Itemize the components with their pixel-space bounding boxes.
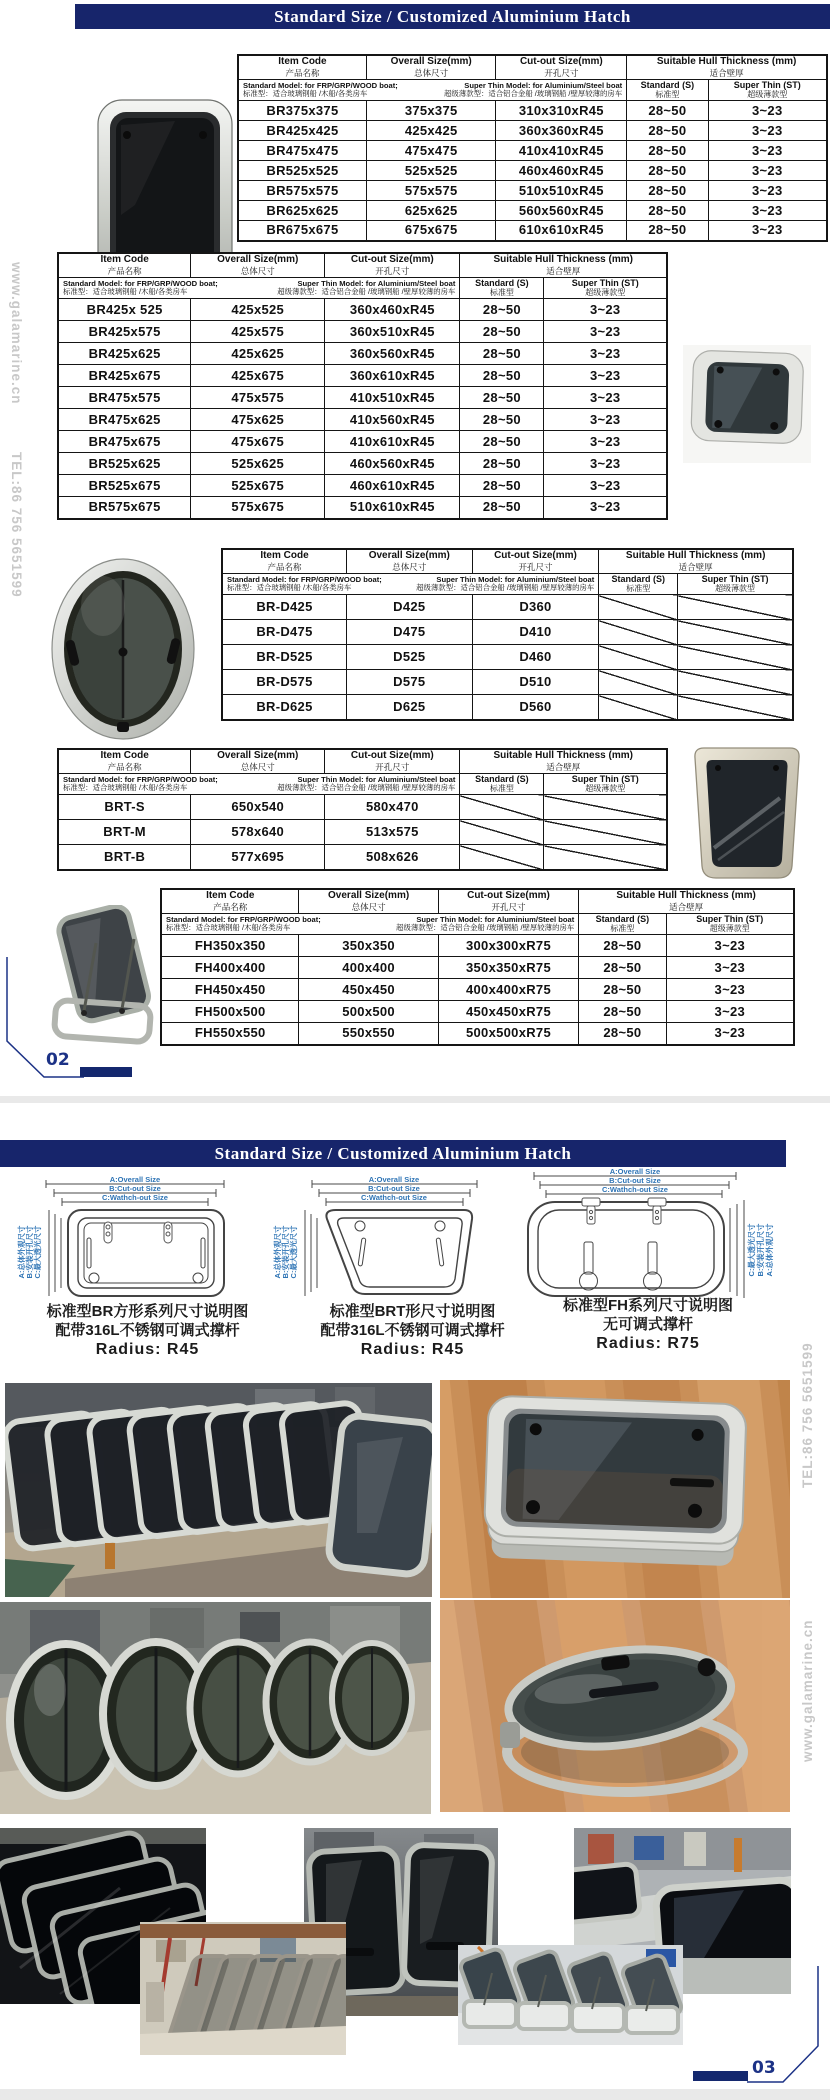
not-applicable-cell [599, 620, 678, 645]
spec-row [161, 979, 794, 1001]
spec-table [221, 548, 794, 721]
spec-cell: BR625x625 [238, 201, 366, 221]
col-standard: Standard (S) 标准型 [579, 914, 666, 935]
spec-note-row [58, 774, 667, 795]
caption-line1: 标准型BRT形尺寸说明图 [329, 1303, 496, 1320]
spec-cell: D575 [346, 670, 472, 695]
spec-cell: 550x550 [299, 1023, 438, 1045]
model-note: Standard Model: for FRP/GRP/WOOD boat; Super Thin Model: for Aluminium/Steel boat 标准型：适合玻璃钢船 /木船/各类房车 超级薄款型：适合铝合金船 /玻璃钢船 /壁厚较薄的房车 [238, 80, 627, 101]
spec-cell: D560 [472, 695, 599, 720]
spec-cell: BRT-S [58, 795, 191, 820]
spec-row [161, 935, 794, 957]
spec-cell: 28~50 [460, 431, 544, 453]
spec-cell: D625 [346, 695, 472, 720]
spec-cell: 3~23 [708, 201, 827, 221]
spec-cell: 28~50 [579, 957, 666, 979]
diagram-brt [272, 1176, 482, 1298]
dim-label-cutout: B:Cut-out Size [609, 1176, 661, 1185]
spec-cell: BR475x625 [58, 409, 191, 431]
spec-cell: FH400x400 [161, 957, 299, 979]
table-fh-series [160, 888, 795, 1046]
spec-cell: 360x510xR45 [325, 321, 460, 343]
spec-cell: 28~50 [460, 497, 544, 519]
caption-line2: 配带316L不锈钢可调式撑杆 [55, 1322, 240, 1339]
spec-note-row [161, 914, 794, 935]
photo-factory-square-frames [5, 1383, 432, 1597]
spec-row [58, 497, 667, 519]
spec-cell: 510x510xR45 [496, 181, 627, 201]
spec-cell: BR425x675 [58, 365, 191, 387]
dim-label-cutout-cn: B:安装开孔尺寸 [25, 1225, 34, 1279]
spec-cell: 350x350xR75 [438, 957, 579, 979]
dim-label-watch: C:Wathch-out Size [361, 1193, 427, 1202]
page1-title-bar [75, 4, 830, 29]
dim-label-watch-cn: C:最大透光尺寸 [289, 1225, 298, 1279]
watermark-tel-left: TEL:86 756 5651599 [9, 452, 24, 598]
spec-cell: 28~50 [627, 121, 708, 141]
spec-cell: 3~23 [544, 343, 667, 365]
col-overall-size: Overall Size(mm) 总体尺寸 [191, 253, 325, 278]
spec-cell: BR575x675 [58, 497, 191, 519]
watermark-tel-right: TEL:86 756 5651599 [800, 1342, 815, 1488]
spec-cell: 3~23 [708, 141, 827, 161]
col-super-thin: Super Thin (ST) 超级薄款型 [544, 278, 667, 299]
spec-cell: 460x460xR45 [496, 161, 627, 181]
spec-cell: 425x425 [366, 121, 496, 141]
spec-cell: 425x525 [191, 299, 325, 321]
spec-cell: 513x575 [325, 820, 460, 845]
spec-header-row [58, 253, 667, 278]
col-super-thin: Super Thin (ST) 超级薄款型 [708, 80, 827, 101]
spec-cell: 310x310xR45 [496, 101, 627, 121]
spec-cell: 475x625 [191, 409, 325, 431]
photo-open-round-hatch-on-wood [440, 1600, 790, 1812]
dim-label-watch-cn: C:最大透光尺寸 [747, 1223, 756, 1277]
col-standard: Standard (S) 标准型 [627, 80, 708, 101]
col-item-code: Item Code 产品名称 [58, 749, 191, 774]
spec-cell: 3~23 [544, 431, 667, 453]
spec-cell: 3~23 [708, 221, 827, 241]
col-item-code: Item Code 产品名称 [222, 549, 346, 574]
model-note: Standard Model: for FRP/GRP/WOOD boat; Super Thin Model: for Aluminium/Steel boat 标准型：适合玻璃钢船 /木船/各类房车 超级薄款型：适合铝合金船 /玻璃钢船 /壁厚较薄的房车 [58, 278, 460, 299]
spec-row [58, 820, 667, 845]
spec-cell: 28~50 [627, 161, 708, 181]
spec-cell: 400x400xR75 [438, 979, 579, 1001]
spec-table [160, 888, 795, 1046]
spec-table [57, 252, 668, 520]
spec-cell: 610x610xR45 [496, 221, 627, 241]
spec-cell: 525x525 [366, 161, 496, 181]
spec-cell: 3~23 [666, 935, 794, 957]
spec-cell: BR375x375 [238, 101, 366, 121]
page2-title-bar [0, 1140, 786, 1167]
spec-row [58, 365, 667, 387]
spec-row [58, 845, 667, 870]
spec-cell: 28~50 [627, 201, 708, 221]
spec-cell: 3~23 [544, 387, 667, 409]
spec-cell: 410x610xR45 [325, 431, 460, 453]
spec-cell: BR-D475 [222, 620, 346, 645]
spec-cell: BRT-B [58, 845, 191, 870]
caption-br-square [30, 1302, 265, 1359]
spec-row [58, 343, 667, 365]
spec-cell: 28~50 [460, 299, 544, 321]
spec-cell: D425 [346, 595, 472, 620]
spec-row [238, 181, 827, 201]
table-br-square-series [237, 54, 828, 242]
col-item-code: Item Code 产品名称 [238, 55, 366, 80]
spec-note-row [58, 278, 667, 299]
spec-cell: 425x575 [191, 321, 325, 343]
spec-cell: 28~50 [579, 1001, 666, 1023]
spec-cell: 475x675 [191, 431, 325, 453]
page1-number-bar [80, 1067, 132, 1077]
spec-cell: 28~50 [460, 409, 544, 431]
col-cutout-size: Cut-out Size(mm) 开孔尺寸 [438, 889, 579, 914]
photo-square-hatch-on-wood [440, 1380, 790, 1598]
spec-cell: 3~23 [708, 161, 827, 181]
spec-cell: 28~50 [627, 221, 708, 241]
spec-cell: 577x695 [191, 845, 325, 870]
spec-row [222, 670, 793, 695]
spec-cell: 360x560xR45 [325, 343, 460, 365]
spec-cell: BRT-M [58, 820, 191, 845]
dim-label-overall-cn: A:总体外观尺寸 [17, 1225, 26, 1279]
not-applicable-cell [544, 795, 667, 820]
page2-number: 03 [752, 2058, 776, 2078]
col-super-thin: Super Thin (ST) 超级薄款型 [666, 914, 794, 935]
spec-row [161, 1001, 794, 1023]
spec-cell: BR-D425 [222, 595, 346, 620]
spec-cell: 425x675 [191, 365, 325, 387]
spec-cell: 3~23 [666, 1001, 794, 1023]
spec-cell: D475 [346, 620, 472, 645]
col-overall-size: Overall Size(mm) 总体尺寸 [366, 55, 496, 80]
not-applicable-cell [544, 845, 667, 870]
spec-cell: 450x450 [299, 979, 438, 1001]
photo-factory-round-hatches [0, 1602, 431, 1814]
page1-title: Standard Size / Customized Aluminium Hatch [274, 6, 631, 26]
spec-cell: 625x625 [366, 201, 496, 221]
spec-cell: 350x350 [299, 935, 438, 957]
not-applicable-cell [599, 670, 678, 695]
spec-cell: 3~23 [544, 409, 667, 431]
dim-label-cutout-cn: B:安装开孔尺寸 [756, 1223, 765, 1277]
spec-cell: 500x500xR75 [438, 1023, 579, 1045]
spec-cell: FH500x500 [161, 1001, 299, 1023]
spec-cell: 525x625 [191, 453, 325, 475]
spec-cell: 28~50 [627, 181, 708, 201]
watermark-site-left: www.galamarine.cn [9, 262, 24, 405]
diagram-fh [520, 1168, 778, 1300]
dim-label-watch: C:Wathch-out Size [602, 1185, 668, 1194]
spec-cell: BR475x675 [58, 431, 191, 453]
col-item-code: Item Code 产品名称 [58, 253, 191, 278]
spec-cell: 400x400 [299, 957, 438, 979]
not-applicable-cell [678, 695, 793, 720]
caption-line1: 标准型FH系列尺寸说明图 [563, 1297, 733, 1314]
spec-cell: D360 [472, 595, 599, 620]
not-applicable-cell [599, 645, 678, 670]
spec-cell: 425x625 [191, 343, 325, 365]
caption-line1: 标准型BR方形系列尺寸说明图 [46, 1303, 249, 1320]
spec-cell: 360x460xR45 [325, 299, 460, 321]
spec-row [238, 221, 827, 241]
dim-label-cutout-cn: B:安装开孔尺寸 [281, 1225, 290, 1279]
page1-corner-mark [4, 955, 86, 1081]
spec-cell: 28~50 [579, 1023, 666, 1045]
model-note: Standard Model: for FRP/GRP/WOOD boat; Super Thin Model: for Aluminium/Steel boat 标准型：适合玻璃钢船 /木船/各类房车 超级薄款型：适合铝合金船 /玻璃钢船 /壁厚较薄的房车 [161, 914, 579, 935]
spec-header-row [238, 55, 827, 80]
spec-cell: BR525x525 [238, 161, 366, 181]
caption-brt [295, 1302, 530, 1359]
col-standard: Standard (S) 标准型 [599, 574, 678, 595]
not-applicable-cell [678, 645, 793, 670]
col-cutout-size: Cut-out Size(mm) 开孔尺寸 [496, 55, 627, 80]
spec-cell: 500x500 [299, 1001, 438, 1023]
col-cutout-size: Cut-out Size(mm) 开孔尺寸 [325, 253, 460, 278]
spec-header-row [222, 549, 793, 574]
spec-cell: 410x410xR45 [496, 141, 627, 161]
col-overall-size: Overall Size(mm) 总体尺寸 [299, 889, 438, 914]
spec-cell: 475x575 [191, 387, 325, 409]
not-applicable-cell [460, 820, 544, 845]
spec-cell: D410 [472, 620, 599, 645]
spec-cell: 675x675 [366, 221, 496, 241]
col-hull-thickness: Suitable Hull Thickness (mm) 适合壁厚 [599, 549, 793, 574]
spec-cell: 525x675 [191, 475, 325, 497]
spec-cell: 28~50 [460, 365, 544, 387]
spec-cell: D510 [472, 670, 599, 695]
col-super-thin: Super Thin (ST) 超级薄款型 [678, 574, 793, 595]
spec-cell: 3~23 [544, 475, 667, 497]
col-cutout-size: Cut-out Size(mm) 开孔尺寸 [325, 749, 460, 774]
col-hull-thickness: Suitable Hull Thickness (mm) 适合壁厚 [627, 55, 827, 80]
spec-cell: 360x360xR45 [496, 121, 627, 141]
col-standard: Standard (S) 标准型 [460, 278, 544, 299]
spec-row [58, 795, 667, 820]
spec-row [58, 409, 667, 431]
spec-cell: 450x450xR75 [438, 1001, 579, 1023]
spec-cell: 28~50 [579, 979, 666, 1001]
spec-cell: 508x626 [325, 845, 460, 870]
caption-line2: 配带316L不锈钢可调式撑杆 [320, 1322, 505, 1339]
brt-hatch-icon [688, 740, 806, 885]
watermark-site-right: www.galamarine.cn [800, 1619, 815, 1762]
spec-row [238, 201, 827, 221]
dim-label-cutout: B:Cut-out Size [109, 1184, 161, 1193]
spec-note-row [222, 574, 793, 595]
spec-header-row [58, 749, 667, 774]
spec-row [238, 161, 827, 181]
table-br-round-series [221, 548, 794, 721]
spec-cell: 410x510xR45 [325, 387, 460, 409]
caption-radius: Radius: R45 [360, 1341, 465, 1358]
spec-cell: BR525x625 [58, 453, 191, 475]
not-applicable-cell [544, 820, 667, 845]
spec-cell: 28~50 [627, 141, 708, 161]
spec-cell: 300x300xR75 [438, 935, 579, 957]
spec-cell: 510x610xR45 [325, 497, 460, 519]
table-br-rect-series [57, 252, 668, 520]
col-hull-thickness: Suitable Hull Thickness (mm) 适合壁厚 [460, 749, 667, 774]
spec-cell: 3~23 [544, 365, 667, 387]
dim-label-overall: A:Overall Size [109, 1176, 161, 1184]
spec-cell: FH350x350 [161, 935, 299, 957]
col-standard: Standard (S) 标准型 [460, 774, 544, 795]
photo-open-hatches-row [458, 1945, 683, 2045]
spec-cell: 3~23 [544, 497, 667, 519]
spec-note-row [238, 80, 827, 101]
table-brt-series [57, 748, 668, 871]
col-hull-thickness: Suitable Hull Thickness (mm) 适合壁厚 [460, 253, 667, 278]
bottom-page-separator [0, 2089, 830, 2100]
spec-cell: 3~23 [666, 957, 794, 979]
spec-cell: BR-D625 [222, 695, 346, 720]
spec-row [58, 321, 667, 343]
not-applicable-cell [599, 695, 678, 720]
spec-row [161, 957, 794, 979]
spec-row [222, 645, 793, 670]
spec-cell: 410x560xR45 [325, 409, 460, 431]
spec-row [161, 1023, 794, 1045]
caption-radius: Radius: R45 [95, 1341, 200, 1358]
spec-cell: BR425x425 [238, 121, 366, 141]
spec-cell: BR575x575 [238, 181, 366, 201]
spec-cell: 460x560xR45 [325, 453, 460, 475]
spec-cell: 3~23 [708, 121, 827, 141]
spec-table [237, 54, 828, 242]
spec-row [58, 453, 667, 475]
spec-cell: BR-D525 [222, 645, 346, 670]
spec-cell: BR525x675 [58, 475, 191, 497]
square-hatch-top-icon [683, 345, 811, 463]
diagram-br-square [16, 1176, 231, 1298]
dim-label-watch: C:Wathch-out Size [102, 1193, 168, 1202]
spec-cell: 460x610xR45 [325, 475, 460, 497]
spec-cell: 578x640 [191, 820, 325, 845]
spec-cell: 28~50 [627, 101, 708, 121]
caption-fh [528, 1296, 768, 1353]
photo-round-hatch [48, 556, 198, 742]
model-note: Standard Model: for FRP/GRP/WOOD boat; Super Thin Model: for Aluminium/Steel boat 标准型：适合玻璃钢船 /木船/各类房车 超级薄款型：适合铝合金船 /玻璃钢船 /壁厚较薄的房车 [58, 774, 460, 795]
col-overall-size: Overall Size(mm) 总体尺寸 [191, 749, 325, 774]
not-applicable-cell [599, 595, 678, 620]
spec-cell: 575x575 [366, 181, 496, 201]
spec-cell: BR675x675 [238, 221, 366, 241]
photo-square-hatch-top [683, 345, 811, 463]
photo-leaning-frame-rack [140, 1922, 346, 2055]
spec-cell: 3~23 [666, 1023, 794, 1045]
spec-cell: 560x560xR45 [496, 201, 627, 221]
spec-cell: 3~23 [544, 453, 667, 475]
spec-cell: FH550x550 [161, 1023, 299, 1045]
spec-cell: D525 [346, 645, 472, 670]
spec-cell: 3~23 [708, 101, 827, 121]
spec-table [57, 748, 668, 871]
spec-row [222, 695, 793, 720]
spec-cell: 650x540 [191, 795, 325, 820]
spec-cell: BR425x625 [58, 343, 191, 365]
page-separator [0, 1096, 830, 1103]
spec-cell: 3~23 [666, 979, 794, 1001]
not-applicable-cell [678, 670, 793, 695]
spec-cell: D460 [472, 645, 599, 670]
spec-row [58, 387, 667, 409]
col-cutout-size: Cut-out Size(mm) 开孔尺寸 [472, 549, 599, 574]
spec-cell: 28~50 [460, 453, 544, 475]
spec-cell: BR475x475 [238, 141, 366, 161]
not-applicable-cell [678, 620, 793, 645]
not-applicable-cell [678, 595, 793, 620]
spec-row [238, 121, 827, 141]
dim-label-overall-cn: A:总体外观尺寸 [273, 1225, 282, 1279]
spec-row [238, 141, 827, 161]
spec-cell: 3~23 [544, 299, 667, 321]
not-applicable-cell [460, 795, 544, 820]
spec-cell: BR475x575 [58, 387, 191, 409]
spec-cell: 3~23 [544, 321, 667, 343]
caption-line2: 无可调式撑杆 [602, 1316, 693, 1333]
spec-cell: 28~50 [579, 935, 666, 957]
spec-cell: 375x375 [366, 101, 496, 121]
spec-cell: 575x675 [191, 497, 325, 519]
spec-cell: 3~23 [708, 181, 827, 201]
spec-cell: 28~50 [460, 475, 544, 497]
spec-cell: 360x610xR45 [325, 365, 460, 387]
col-hull-thickness: Suitable Hull Thickness (mm) 适合壁厚 [579, 889, 794, 914]
spec-row [222, 595, 793, 620]
spec-row [238, 101, 827, 121]
spec-cell: 28~50 [460, 321, 544, 343]
caption-radius: Radius: R75 [596, 1335, 700, 1352]
spec-cell: 28~50 [460, 387, 544, 409]
dim-label-overall: A:Overall Size [609, 1168, 661, 1176]
spec-cell: 28~50 [460, 343, 544, 365]
col-item-code: Item Code 产品名称 [161, 889, 299, 914]
col-overall-size: Overall Size(mm) 总体尺寸 [346, 549, 472, 574]
spec-cell: FH450x450 [161, 979, 299, 1001]
spec-header-row [161, 889, 794, 914]
spec-cell: BR425x575 [58, 321, 191, 343]
spec-cell: 475x475 [366, 141, 496, 161]
spec-row [58, 299, 667, 321]
spec-row [58, 475, 667, 497]
dim-label-watch-cn: C:最大透光尺寸 [33, 1225, 42, 1279]
model-note: Standard Model: for FRP/GRP/WOOD boat; Super Thin Model: for Aluminium/Steel boat 标准型：适合玻璃钢船 /木船/各类房车 超级薄款型：适合铝合金船 /玻璃钢船 /壁厚较薄的房车 [222, 574, 599, 595]
page2-number-bar [693, 2071, 748, 2081]
spec-cell: BR425x 525 [58, 299, 191, 321]
spec-cell: BR-D575 [222, 670, 346, 695]
dim-label-cutout: B:Cut-out Size [368, 1184, 420, 1193]
dim-label-overall-cn: A:总体外观尺寸 [765, 1223, 774, 1277]
not-applicable-cell [460, 845, 544, 870]
page2-title: Standard Size / Customized Aluminium Hatch [214, 1143, 572, 1163]
spec-row [58, 431, 667, 453]
photo-brt-hatch [688, 740, 806, 885]
spec-cell: 580x470 [325, 795, 460, 820]
round-hatch-icon [48, 556, 198, 742]
col-super-thin: Super Thin (ST) 超级薄款型 [544, 774, 667, 795]
spec-row [222, 620, 793, 645]
page1-number: 02 [46, 1050, 70, 1070]
dim-label-overall: A:Overall Size [368, 1176, 420, 1184]
